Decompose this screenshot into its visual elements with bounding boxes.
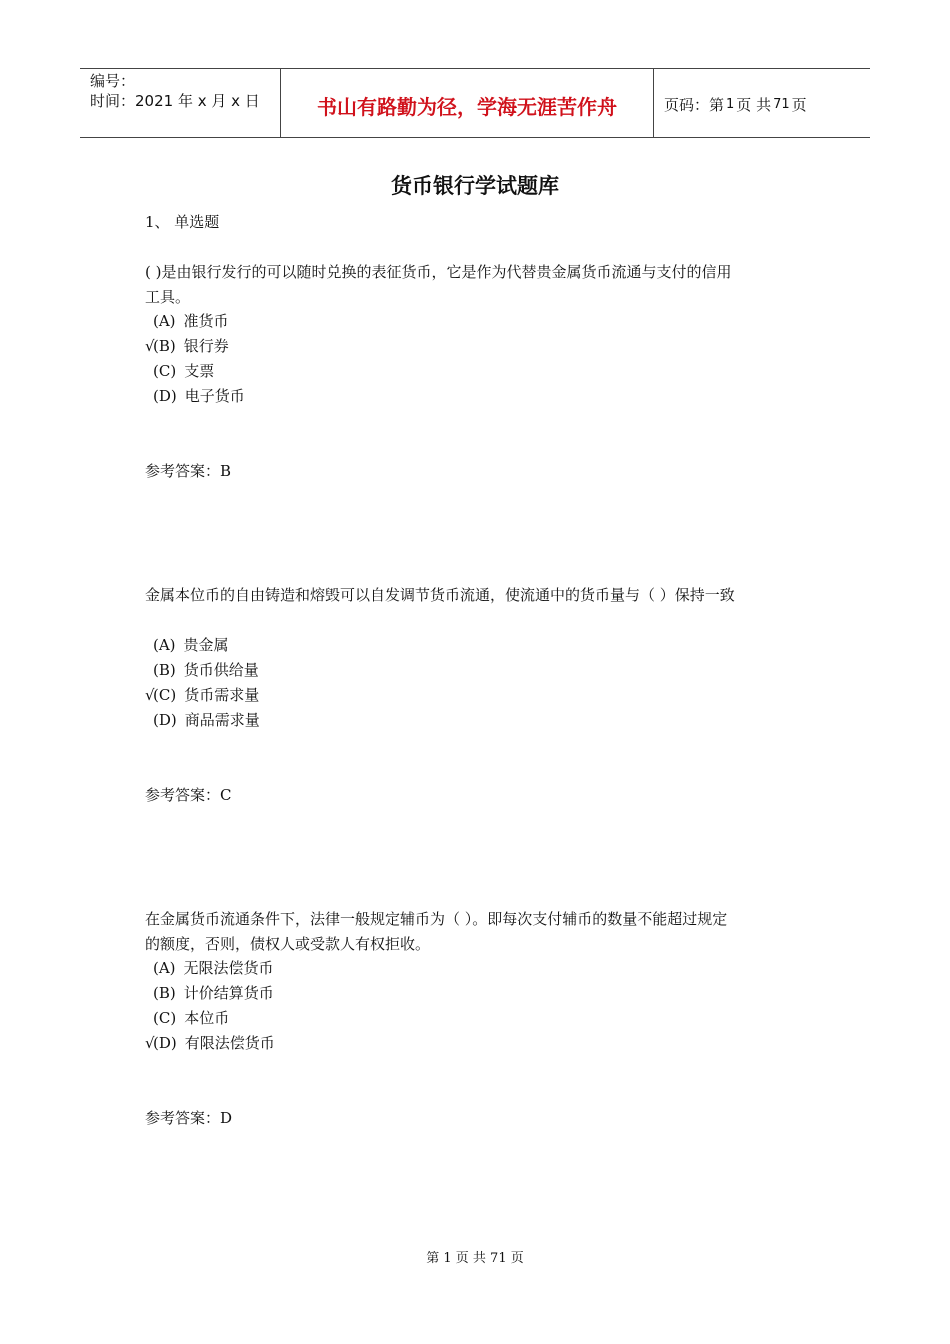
option-text: 计价结算货币 (183, 984, 274, 1002)
page-footer: 第 1 页 共 71 页 (426, 1251, 524, 1266)
header-page-current: 1 (726, 96, 735, 112)
option-letter: (D) (153, 711, 177, 729)
question-1-line-2: 工具。 (145, 288, 191, 306)
header-number-label: 编号： (90, 72, 136, 90)
header-page-suffix: 页 (791, 95, 807, 114)
option-letter: (B) (153, 984, 176, 1002)
question-3-answer: 参考答案：D (145, 1109, 233, 1127)
question-1-option-a (145, 309, 229, 333)
option-letter: (C) (153, 1009, 177, 1027)
header-page-mid: 页 共 (736, 95, 772, 114)
option-letter: (A) (153, 312, 176, 330)
question-2-option-b (145, 658, 259, 682)
option-text: 商品需求量 (184, 711, 260, 729)
option-letter: (B) (153, 337, 176, 355)
header-page-total: 71 (773, 96, 790, 112)
question-1-answer: 参考答案：B (145, 462, 232, 480)
question-3-option-c (145, 1006, 229, 1030)
question-1-option-c (145, 359, 214, 383)
question-2-line-1: 金属本位币的自由铸造和熔毁可以自发调节货币流通，使流通中的货币量与（ ）保持一致 (145, 586, 735, 604)
question-1-option-b (145, 334, 229, 358)
option-text: 无限法偿货币 (183, 959, 274, 977)
option-text: 本位币 (184, 1009, 230, 1027)
option-text: 货币需求量 (184, 686, 260, 704)
question-3-option-d (145, 1031, 275, 1055)
question-3-line-2: 的额度，否则，债权人或受款人有权拒收。 (145, 935, 431, 953)
option-letter: (A) (153, 636, 176, 654)
header-meta (80, 69, 281, 137)
question-2-option-d (145, 708, 260, 732)
option-text: 银行券 (183, 337, 229, 355)
option-letter: (C) (153, 362, 177, 380)
page-header (80, 68, 870, 138)
header-page-prefix: 页码：第 (664, 95, 725, 114)
option-letter: (D) (153, 1034, 177, 1052)
question-2-option-c (145, 683, 259, 707)
document-title: 货币银行学试题库 (391, 174, 559, 198)
header-page-info (654, 69, 870, 137)
question-3-option-a (145, 956, 274, 980)
question-2-option-a (145, 633, 229, 657)
check-mark: √ (145, 686, 155, 704)
option-text: 准货币 (183, 312, 229, 330)
question-1-option-d (145, 384, 245, 408)
section-heading: 1、 单选题 (145, 213, 220, 231)
check-mark: √ (145, 1034, 155, 1052)
option-text: 货币供给量 (183, 661, 259, 679)
option-letter: (C) (153, 686, 177, 704)
header-motto: 书山有路勤为径，学海无涯苦作舟 (281, 69, 654, 137)
check-mark: √ (145, 337, 155, 355)
option-letter: (B) (153, 661, 176, 679)
option-text: 支票 (184, 362, 215, 380)
option-text: 贵金属 (183, 636, 229, 654)
option-letter: (A) (153, 959, 176, 977)
question-3-option-b (145, 981, 274, 1005)
option-text: 有限法偿货币 (184, 1034, 275, 1052)
header-time-label: 时间：2021 年 x 月 x 日 (90, 92, 260, 110)
question-3-line-1: 在金属货币流通条件下，法律一般规定辅币为（ ）。即每次支付辅币的数量不能超过规定 (145, 910, 728, 928)
question-1-line-1: ( )是由银行发行的可以随时兑换的表征货币，它是作为代替贵金属货币流通与支付的信用 (145, 263, 732, 281)
option-letter: (D) (153, 387, 177, 405)
question-2-answer: 参考答案：C (145, 786, 232, 804)
option-text: 电子货币 (184, 387, 245, 405)
